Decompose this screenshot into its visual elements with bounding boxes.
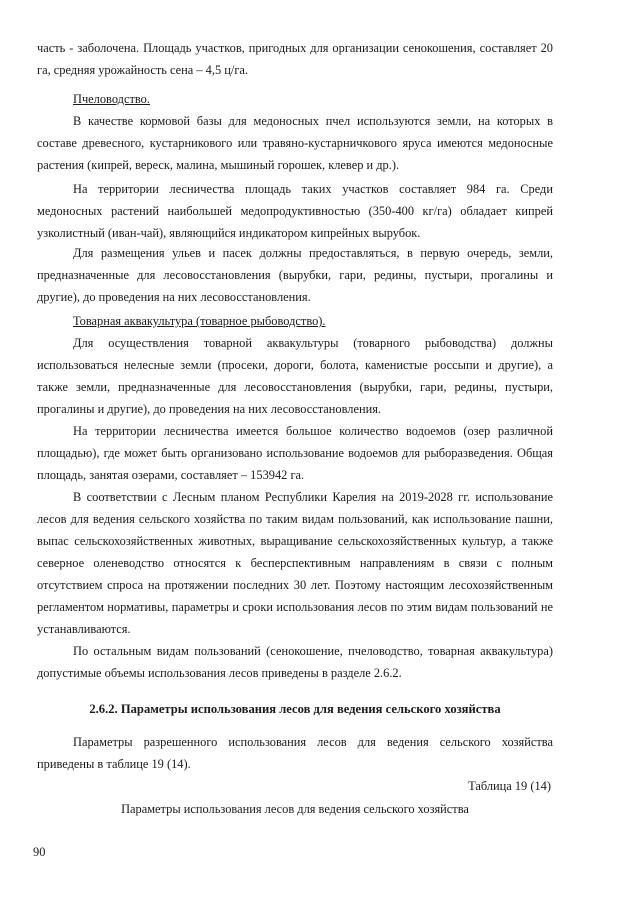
- paragraph-other-uses: По остальным видам пользований (сенокошение, пчеловодство, товарная аквакультура) допустимые объемы использования лесов приведены в разделе 2.6.2.: [37, 644, 553, 680]
- paragraph-water-bodies: На территории лесничества имеется большое количество водоемов (озер различной площадью), где может быть организовано использование водоемов для рыборазведения. Общая площадь, занятая озерами, составляет – 153942 га.: [37, 424, 553, 482]
- table-caption: Параметры использования лесов для ведения сельского хозяйства: [121, 802, 469, 816]
- subheading-beekeeping: Пчеловодство.: [73, 92, 150, 106]
- section-heading: 2.6.2. Параметры использования лесов для ведения сельского хозяйства: [89, 702, 501, 716]
- paragraph-forest-plan: В соответствии с Лесным планом Республики Карелия на 2019-2028 гг. использование лесов для ведения сельского хозяйства по таким видам пользований, как использование пашни, выпас сельскохозяйственных животных, выращивание сельскохозяйственных культур, а также северное оленеводство относятся к бесперспективным направлениям в связи с полным отсутствием спроса на протяжении последних 30 лет. Поэтому настоящим лесохозяйственным регламентом нормативы, параметры и сроки использования лесов по этим видам пользований не устанавливаются.: [37, 490, 553, 636]
- paragraph-aquaculture-lands: Для осуществления товарной аквакультуры (товарного рыбоводства) должны использоваться нелесные земли (просеки, дороги, болота, каменистые россыпи и другие), а также земли, предназначенные для лесовосстановления (вырубки, гари, редины, пустыри, прогалины и другие), до проведения на них лесовосстановления.: [37, 336, 553, 416]
- subheading-aquaculture-line: [37, 310, 553, 332]
- paragraph-honey-plants: В качестве кормовой базы для медоносных пчел используются земли, на которых в составе древесного, кустарникового или травяно-кустарничкового яруса имеются медоносные растения (кипрей, вереск, малина, мышиный горошек, клевер и др.).: [37, 114, 553, 172]
- table-label: Таблица 19 (14): [468, 779, 551, 793]
- paragraph-hay-area: часть - заболочена. Площадь участков, пригодных для организации сенокошения, составляет 20 га, средняя урожайность сена – 4,5 ц/га.: [37, 41, 553, 77]
- page-number: 90: [33, 845, 46, 859]
- subheading-aquaculture: Товарная аквакультура (товарное рыбоводство).: [73, 314, 326, 328]
- paragraph-hives-placement: Для размещения ульев и пасек должны предоставляться, в первую очередь, земли, предназначенные для лесовосстановления (вырубки, гари, редины, пустыри, прогалины и другие), до проведения на них лесовосстановления.: [37, 246, 553, 304]
- subheading-beekeeping-line: [37, 88, 553, 110]
- paragraph-honey-area: На территории лесничества площадь таких участков составляет 984 га. Среди медоносных растений наибольшей медопродуктивностью (350-400 кг/га) обладает кипрей узколистный (иван-чай), являющийся индикатором кипрейных вырубок.: [37, 182, 553, 240]
- paragraph-params-reference: Параметры разрешенного использования лесов для ведения сельского хозяйства приведены в таблице 19 (14).: [37, 735, 553, 771]
